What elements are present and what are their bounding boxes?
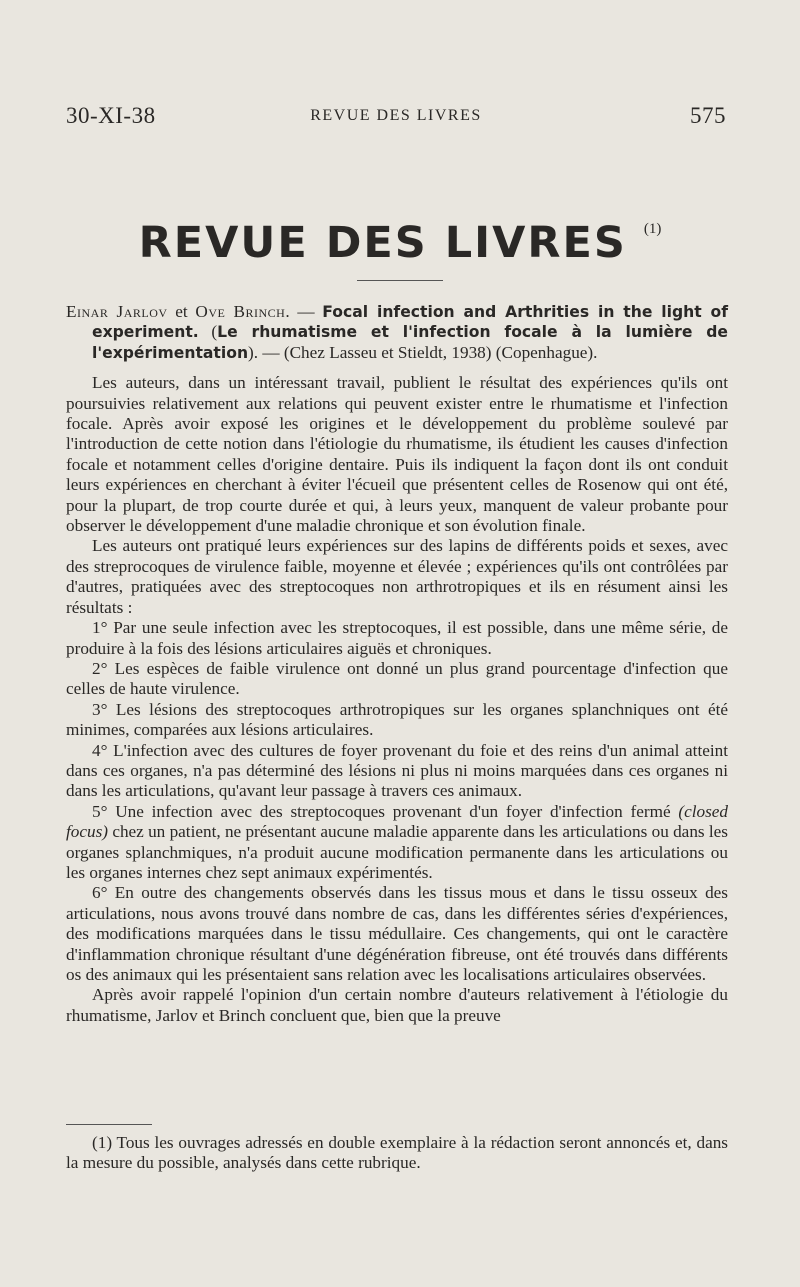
author-conjunction: et [167, 302, 196, 321]
result-1: 1° Par une seule infection avec les streptocoques, il est possible, dans une même série, de produire à la fois des lésions articulaires aiguës et chroniques. [66, 618, 728, 658]
footnote [66, 1133, 728, 1174]
book-title-french: Le rhumatisme et l'infection focale à la lumière de l'expérimentation [92, 323, 728, 362]
result-5 [66, 802, 728, 884]
page-number: 575 [690, 103, 726, 128]
author-1: Einar Jarlov [66, 302, 168, 321]
paren-open: ( [198, 322, 218, 342]
paragraph-2: Les auteurs ont pratiqué leurs expériences sur des lapins de différents poids et sexes, avec des streprocoques de virulence faible, moyenne et élevée ; expériences qu'ils ont contrôlées par d'autres, pratiquées avec des streptocoques non arthrotropiques et ils en résument ainsi les résultats : [66, 536, 728, 617]
section-title [0, 218, 800, 268]
paragraph-1: Les auteurs, dans un intéressant travail, publient le résultat des expériences qu'ils ont poursuivies relativement aux relations qui peuvent exister entre le rhumatisme et l'infection focale. Après avoir exposé les origines et le développement du problème soulevé par l'introduction de cette notion dans l'étiologie du rhumatisme, ils étudient les causes d'infection focale et notamment celles d'origine dentaire. Puis ils indiquent la façon dont ils ont conduit leurs expériences en cherchant à éviter l'écueil que présentent celles de Rosenow qui ont été, pour la plupart, de trop courte durée et qui, à leurs yeux, manquent de valeur probante pour observer le développement d'une maladie chronique et son évolution finale. [66, 373, 728, 536]
running-title: REVUE DES LIVRES [310, 107, 482, 124]
result-6: 6° En outre des changements observés dans les tissus mous et dans le tissu osseux des articulations, nous avons trouvé dans nombre de cas, dans les différentes séries d'expériences, des modifications marquées dans le tissu médullaire. Ces changements, qui ont le caractère d'inflammation chronique résultant d'une dégénération fibreuse, ont été trouvés dans différents os des animaux qui les présentaient sans relation avec les localisations articulaires observées. [66, 883, 728, 984]
author-2: Ove Brinch [195, 302, 286, 321]
publisher-info: (Chez Lasseu et Stieldt, 1938) (Copenhague). [283, 342, 598, 362]
section-title-text: REVUE DES LIVRES [138, 218, 627, 268]
result-2: 2° Les espèces de faible virulence ont donné un plus grand pourcentage d'infection que celles de haute virulence. [66, 658, 728, 699]
paragraph-conclusion: Après avoir rappelé l'opinion d'un certain nombre d'auteurs relativement à l'étiologie du rhumatisme, Jarlov et Brinch concluent que, bien que la preuve [66, 985, 728, 1025]
closed-focus-term: (closed focus) [66, 801, 728, 842]
footnote-divider [66, 1124, 152, 1125]
result-3: 3° Les lésions des streptocoques arthrotropiques sur les organes splanchniques ont été minimes, comparées aux lésions articulaires. [66, 699, 728, 740]
result-5-text-a: 5° Une infection avec des streptocoques provenant d'un foyer d'infection fermé [92, 801, 679, 821]
bibliographic-entry [66, 302, 728, 363]
title-divider [357, 280, 443, 281]
book-title-english: Focal infection and Arthrities in the light of experiment. [92, 303, 729, 342]
running-head [66, 103, 726, 133]
result-4: 4° L'infection avec des cultures de foyer provenant du foie et des reins d'un animal atteint dans ces organes, n'a pas déterminé des lésions ni plus ni moins marquées dans ces organes ni dans les articulations, qu'avant leur passage à travers ces animaux. [66, 740, 728, 801]
issue-date: 30-XI-38 [66, 103, 156, 128]
entry-separator: . — [285, 302, 323, 321]
review-body [66, 302, 728, 1026]
result-5-text-b: chez un patient, ne présentant aucune maladie apparente dans les articulations ou dans les organes splanchmiques, n'a produit aucune modification permanente dans les articulations ou les organes internes chez sept animaux expérimentés. [66, 822, 728, 882]
paren-close: ). — [248, 342, 284, 362]
footnote-marker: (1) [643, 221, 662, 237]
footnote-text: (1) Tous les ouvrages adressés en double exemplaire à la rédaction seront annoncés et, dans la mesure du possible, analysés dans cette rubrique. [66, 1133, 728, 1173]
